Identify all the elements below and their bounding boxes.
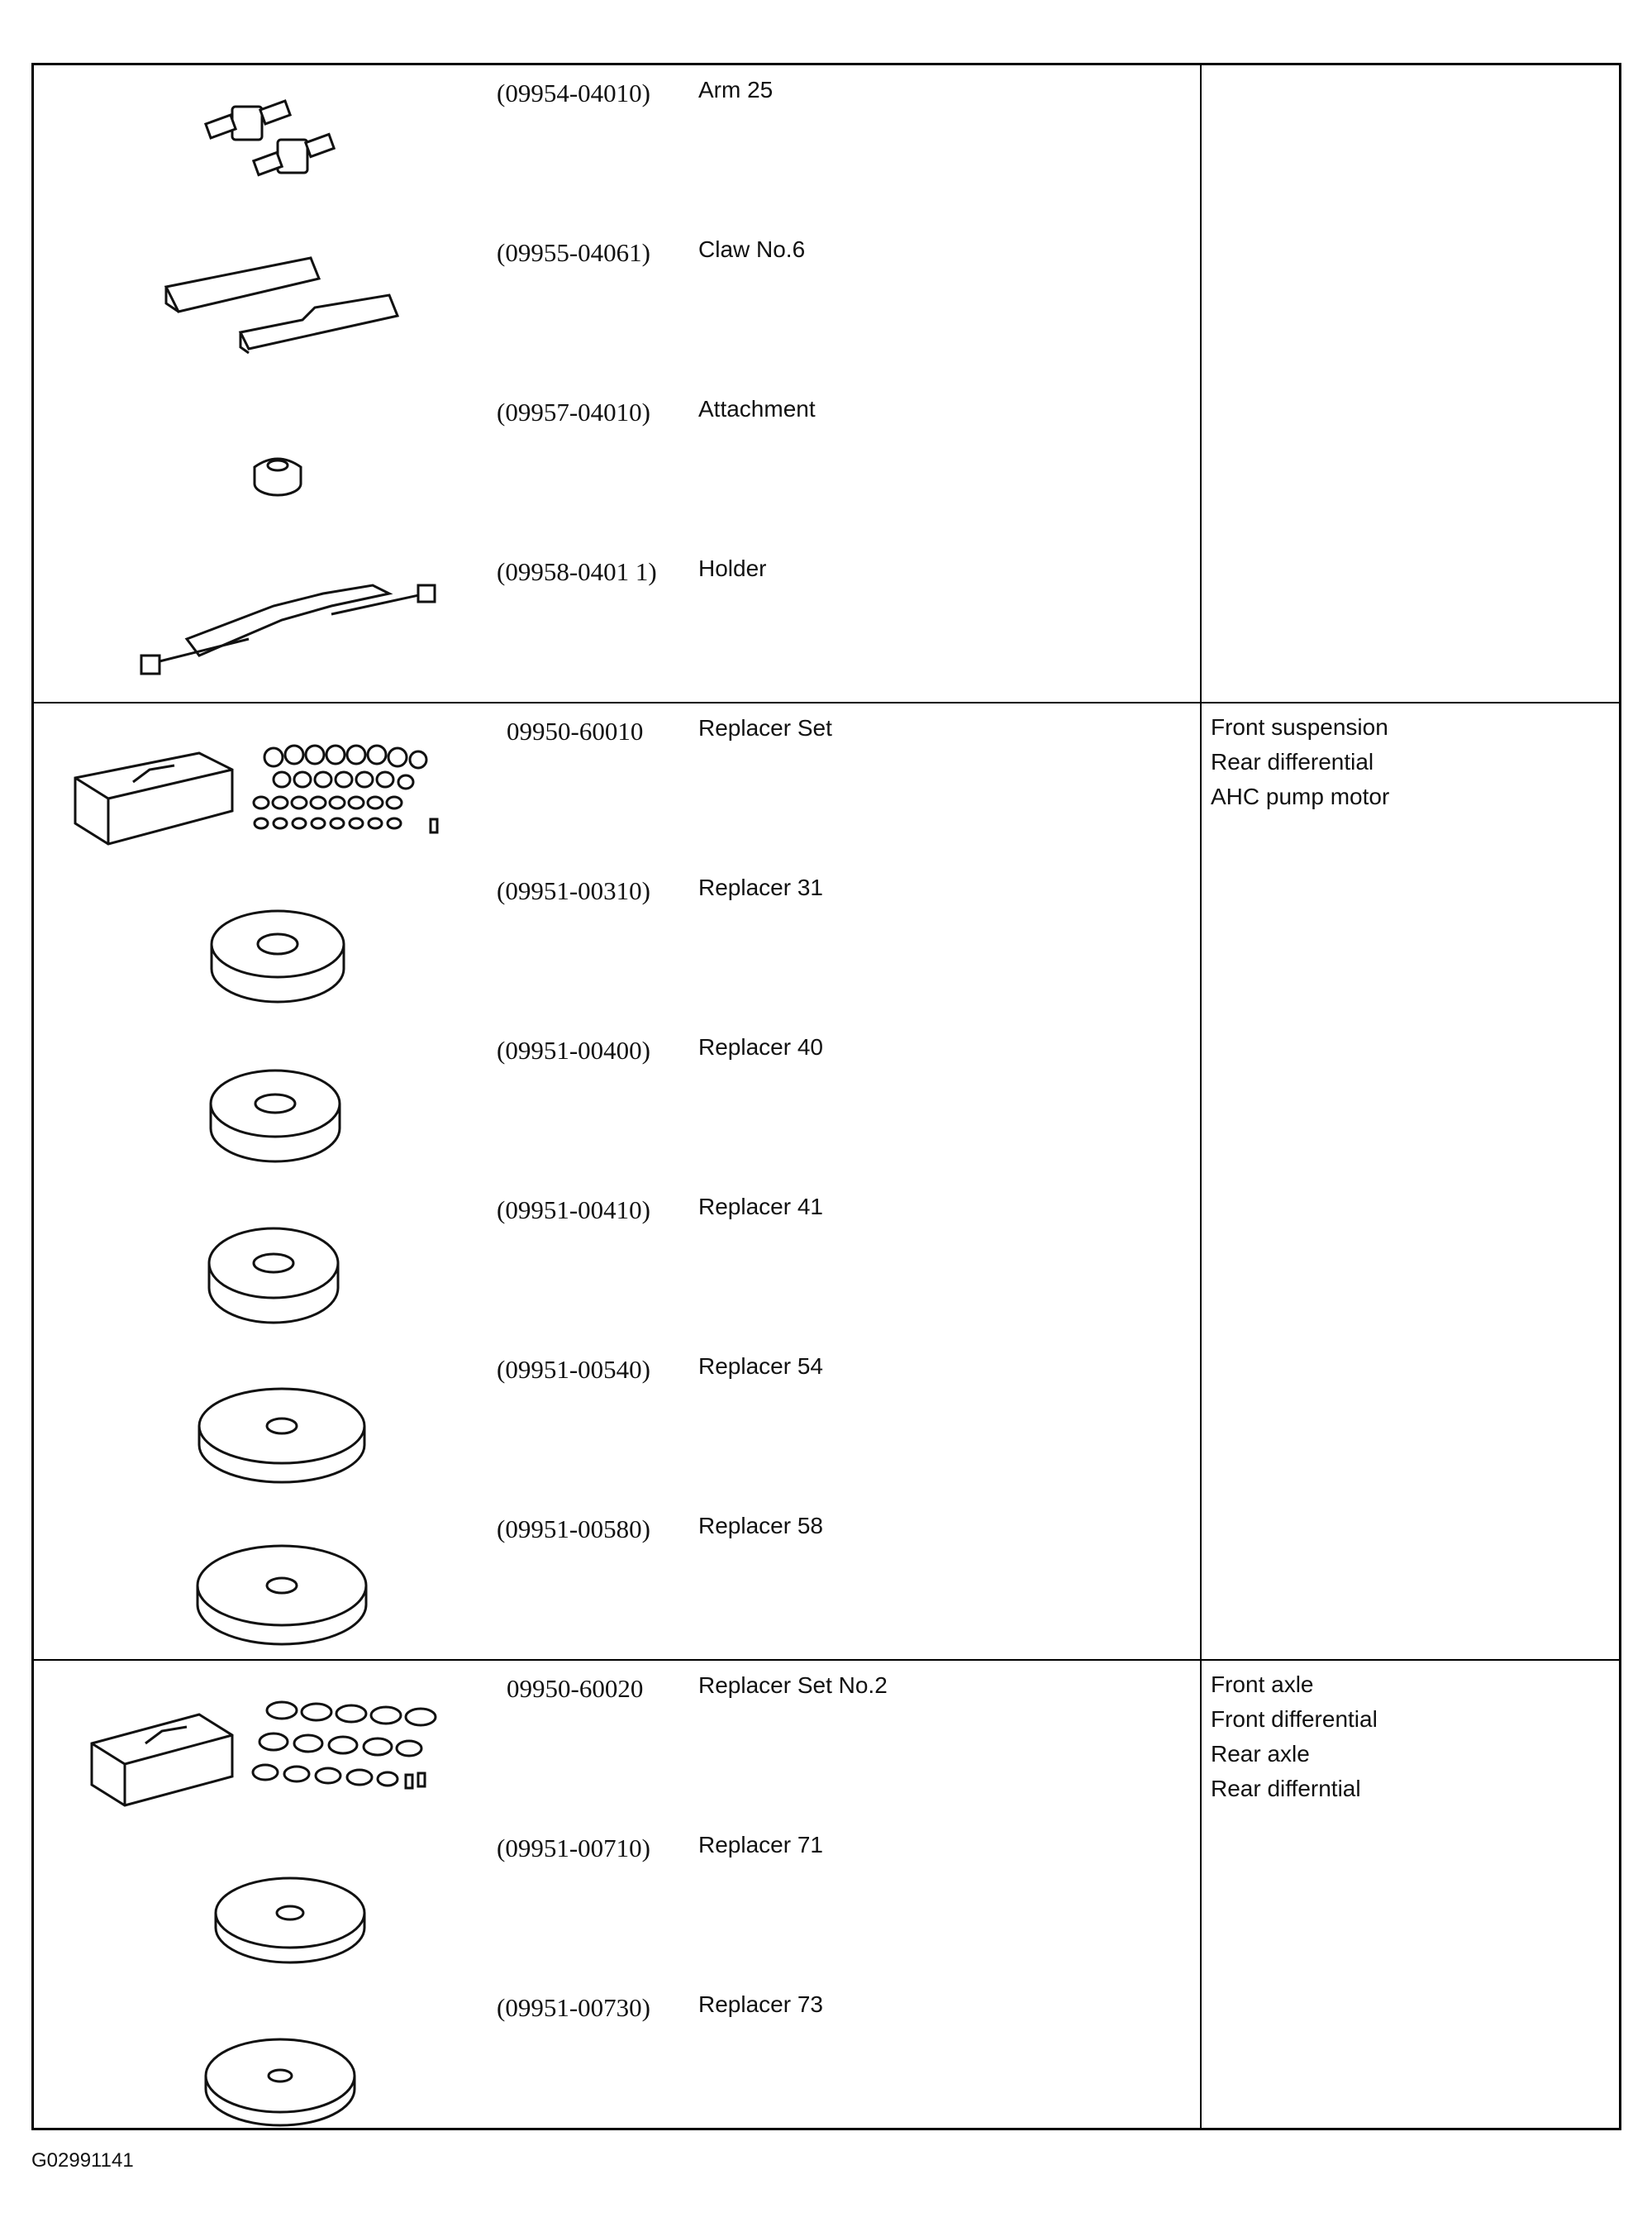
usage-item: Rear differential (1211, 749, 1374, 775)
table-section-2 (34, 702, 1619, 1659)
usage-item: AHC pump motor (1211, 784, 1390, 809)
table-row (34, 225, 1200, 384)
part-name: Arm 25 (698, 77, 774, 103)
claw-icon (117, 241, 447, 374)
part-code: (09951-00410) (497, 1195, 650, 1224)
table-row (34, 1820, 1200, 1980)
part-code: (09958-0401 1) (497, 557, 657, 586)
usage-item: Front differential (1211, 1706, 1378, 1732)
part-code: (09951-00730) (497, 1993, 650, 2022)
replacer-set-icon (67, 720, 464, 852)
usage-item: Rear axle (1211, 1741, 1310, 1767)
table-row (34, 384, 1200, 544)
table-section-1 (34, 65, 1619, 702)
holder-icon (117, 560, 447, 693)
part-name: Attachment (698, 396, 816, 422)
usage-item: Rear differntial (1211, 1776, 1361, 1801)
replacer-icon (117, 1358, 447, 1490)
table-row (34, 863, 1200, 1023)
table-row (34, 1980, 1200, 2139)
part-code: 09950-60020 (507, 1674, 644, 1703)
part-name: Replacer 73 (698, 1991, 823, 2017)
replacer-icon (117, 1518, 447, 1650)
replacer-icon (117, 1996, 447, 2129)
table-row (34, 1342, 1200, 1501)
part-name: Replacer Set No.2 (698, 1672, 888, 1698)
usage-list (1211, 1667, 1378, 1806)
table-row (34, 544, 1200, 703)
figure-id: G02991141 (31, 2149, 134, 2172)
table-row (34, 1182, 1200, 1342)
part-name: Replacer 31 (698, 875, 823, 900)
usage-list (1211, 710, 1389, 814)
part-code: (09951-00310) (497, 876, 650, 905)
attachment-icon (117, 401, 447, 533)
arm-icon (117, 82, 447, 214)
part-code: (09954-04010) (497, 79, 650, 107)
part-code: (09951-00580) (497, 1514, 650, 1543)
part-code: (09951-00400) (497, 1036, 650, 1065)
part-code: (09951-00540) (497, 1355, 650, 1384)
replacer-icon (117, 1039, 447, 1171)
part-name: Replacer 54 (698, 1353, 823, 1379)
table-row (34, 1661, 1200, 1820)
part-code: (09955-04061) (497, 238, 650, 267)
part-name: Replacer 40 (698, 1034, 823, 1060)
part-name: Replacer 41 (698, 1194, 823, 1219)
part-code: (09951-00710) (497, 1834, 650, 1862)
part-name: Replacer 58 (698, 1513, 823, 1538)
part-name: Replacer Set (698, 715, 832, 741)
part-name: Replacer 71 (698, 1832, 823, 1857)
part-code: 09950-60010 (507, 717, 644, 746)
replacer-icon (117, 880, 447, 1012)
table-section-3 (34, 1659, 1619, 2128)
replacer-set-icon (75, 1677, 455, 1810)
replacer-icon (117, 1837, 447, 1969)
part-name: Holder (698, 556, 767, 581)
part-name: Claw No.6 (698, 236, 806, 262)
part-code: (09957-04010) (497, 398, 650, 427)
replacer-icon (117, 1199, 447, 1331)
table-row (34, 703, 1200, 863)
tool-table (31, 63, 1621, 2130)
table-row (34, 65, 1200, 225)
table-row (34, 1023, 1200, 1182)
usage-item: Front axle (1211, 1671, 1314, 1697)
table-row (34, 1501, 1200, 1661)
usage-item: Front suspension (1211, 714, 1388, 740)
